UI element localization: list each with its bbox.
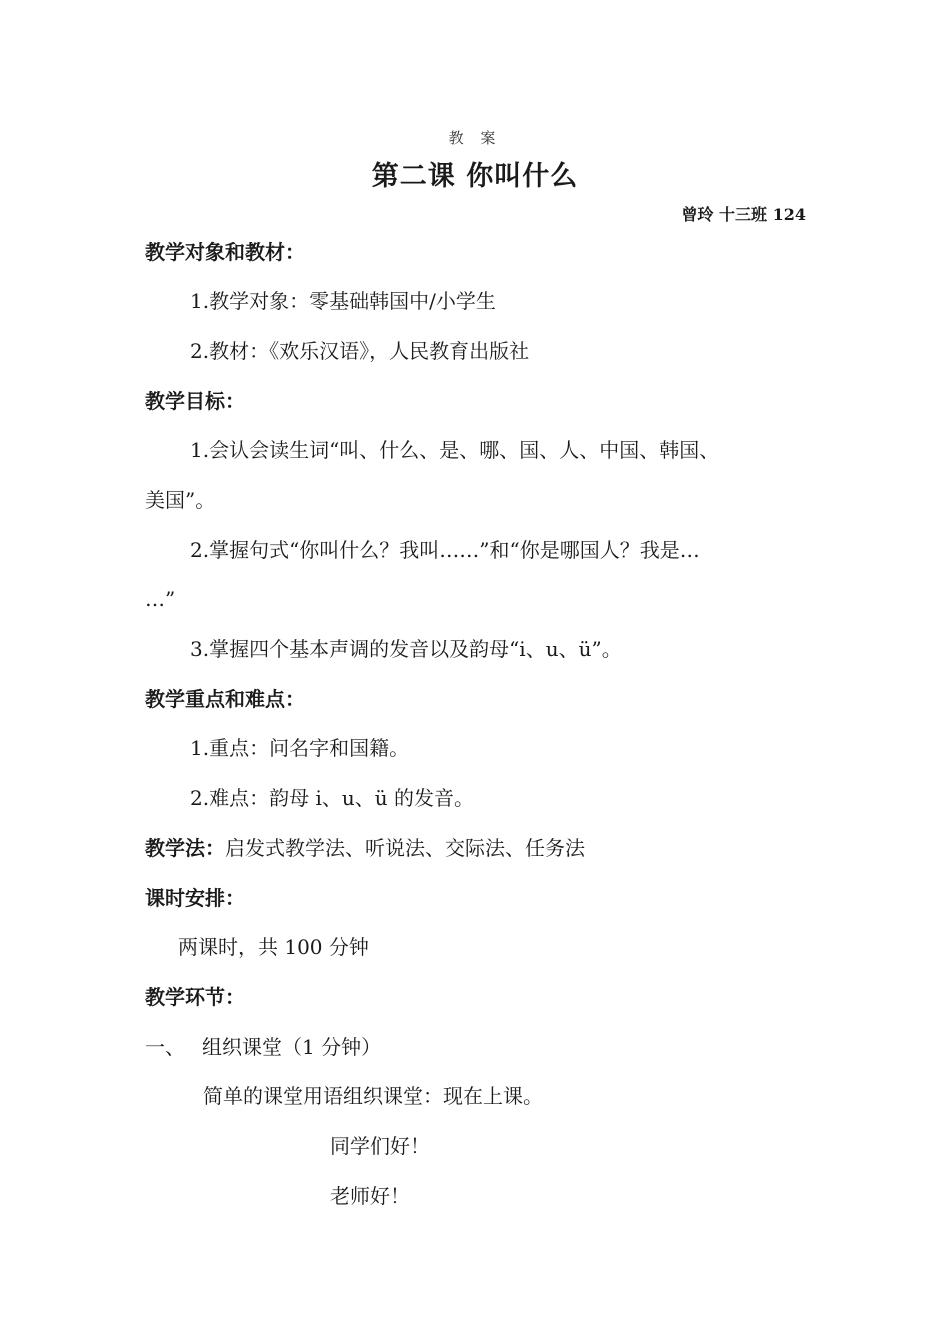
- methods-line: [145, 834, 585, 862]
- section-1-title-line: [145, 1033, 381, 1061]
- objects-item-1: 1.教学对象：零基础韩国中/小学生: [190, 289, 496, 313]
- objects-item-2: 2.教材：《欢乐汉语》，人民教育出版社: [190, 339, 530, 363]
- schedule-text: 两课时，共 100 分钟: [178, 935, 369, 959]
- methods-text: 启发式教学法、听说法、交际法、任务法: [225, 836, 585, 860]
- key-points-item-1: 1.重点：问名字和国籍。: [190, 736, 410, 760]
- author-line: 曾玲 十三班 124: [681, 205, 806, 224]
- section-1-number: 一、: [145, 1035, 185, 1059]
- document-title: 第二课 你叫什么: [371, 161, 579, 192]
- goals-item-1-line-1: 1.会认会读生词“叫、什么、是、哪、国、人、中国、韩国、: [190, 438, 720, 462]
- dialog-line-1: 同学们好！: [330, 1134, 430, 1158]
- key-points-heading: 教学重点和难点：: [145, 687, 305, 711]
- methods-label: 教学法：: [145, 836, 225, 860]
- goals-item-1-line-2: 美国”。: [145, 488, 216, 512]
- goals-heading: 教学目标：: [145, 389, 245, 413]
- section-1-text: 简单的课堂用语组织课堂：现在上课。: [203, 1084, 543, 1108]
- objects-heading: 教学对象和教材：: [145, 240, 305, 264]
- goals-item-3: 3.掌握四个基本声调的发音以及韵母“i、u、ü”。: [190, 637, 622, 661]
- goals-item-2-line-1: 2.掌握句式“你叫什么？我叫……”和“你是哪国人？我是…: [190, 538, 700, 562]
- schedule-heading: 课时安排：: [145, 886, 245, 910]
- dialog-line-2: 老师好！: [330, 1184, 410, 1208]
- goals-item-2-line-2: …”: [145, 587, 176, 611]
- steps-heading: 教学环节：: [145, 985, 245, 1009]
- document-subtitle: 教 案: [448, 129, 502, 147]
- key-points-item-2: 2.难点：韵母 i、u、ü 的发音。: [190, 786, 474, 810]
- section-1-title: 组织课堂（1 分钟）: [202, 1035, 382, 1059]
